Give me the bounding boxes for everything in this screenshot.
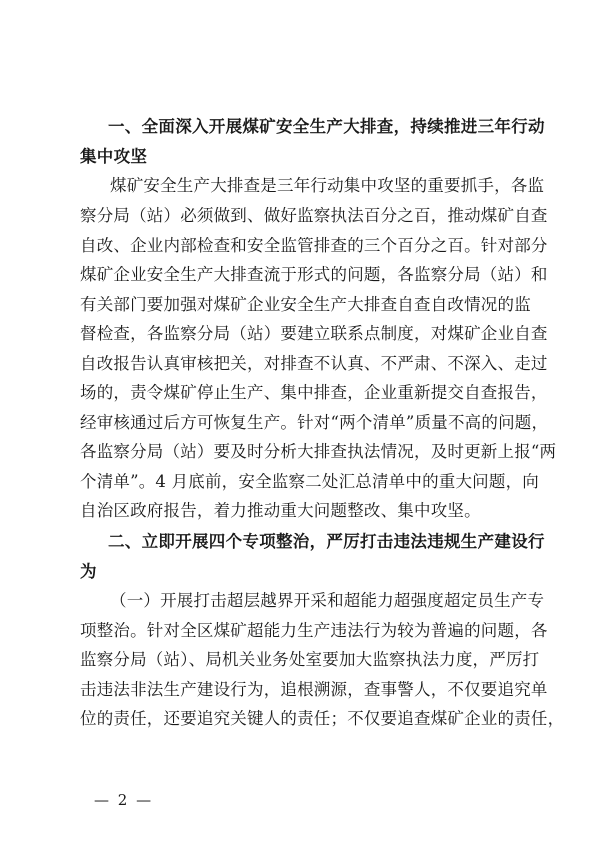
section1-paragraph-line-6: 督检查，各监察分局（站）要建立联系点制度，对煤矿企业自查 [80, 324, 548, 343]
section2-heading-line-2: 为 [80, 562, 97, 581]
section2-paragraph-line-2: 项整治。针对全区煤矿超能力生产违法行为较为普遍的问题，各 [80, 621, 548, 640]
section1-heading-line-1: 一、全面深入开展煤矿安全生产大排查，持续推进三年行动 [108, 117, 545, 136]
section1-paragraph-line-1: 煤矿安全生产大排查是三年行动集中攻坚的重要抓手，各监 [110, 176, 545, 195]
page-number: — 2 — [94, 791, 154, 809]
section1-paragraph-line-3: 自改、企业内部检查和安全监管排查的三个百分之百。针对部分 [80, 236, 548, 255]
section1-paragraph-line-4: 煤矿企业安全生产大排查流于形式的问题，各监察分局（站）和 [80, 265, 548, 284]
section1-paragraph-line-8: 场的，责令煤矿停止生产、集中排查，企业重新提交自查报告， [80, 383, 548, 402]
section1-paragraph-line-9: 经审核通过后方可恢复生产。针对“两个清单”质量不高的问题， [80, 413, 549, 432]
section2-paragraph-line-4: 击违法非法生产建设行为，追根溯源，查事警人，不仅要追究单 [80, 680, 548, 699]
section1-heading-line-2: 集中攻坚 [80, 147, 148, 166]
section2-paragraph-line-5: 位的责任，还要追究关键人的责任；不仅要追查煤矿企业的责任， [80, 709, 565, 728]
section1-paragraph-line-2: 察分局（站）必须做到、做好监察执法百分之百，推动煤矿自查 [80, 206, 548, 225]
section1-paragraph-line-12: 自治区政府报告，着力推动重大问题整改、集中攻坚。 [80, 501, 481, 520]
section1-paragraph-line-11: 个清单”。4 月底前，安全监察二处汇总清单中的重大问题，向 [80, 472, 539, 491]
section1-paragraph-line-7: 自改报告认真审核把关，对排查不认真、不严肃、不深入、走过 [80, 354, 548, 373]
section2-heading-line-1: 二、立即开展四个专项整治，严厉打击违法违规生产建设行 [108, 532, 545, 551]
section1-paragraph-line-5: 有关部门要加强对煤矿企业安全生产大排查自查自改情况的监 [80, 295, 531, 314]
section2-paragraph-line-1: （一）开展打击超层越界开采和超能力超强度超定员生产专 [110, 591, 545, 610]
section1-paragraph-line-10: 各监察分局（站）要及时分析大排查执法情况，及时更新上报“两 [80, 442, 557, 461]
section2-paragraph-line-3: 监察分局（站）、局机关业务处室要加大监察执法力度，严厉打 [80, 650, 540, 669]
